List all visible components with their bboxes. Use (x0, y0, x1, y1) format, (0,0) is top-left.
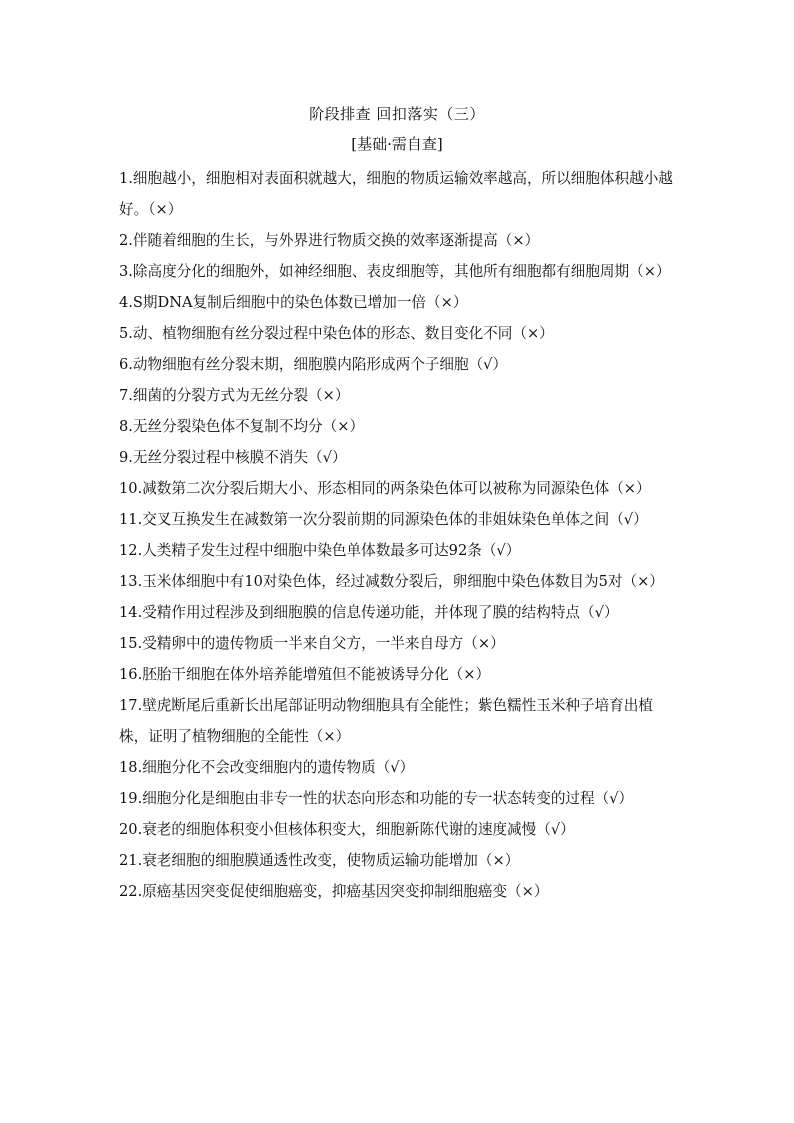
list-item: 1.细胞越小，细胞相对表面积就越大，细胞的物质运输效率越高，所以细胞体积越小越好。（×） (119, 170, 673, 218)
list-item: 15.受精卵中的遗传物质一半来自父方，一半来自母方（×） (119, 635, 505, 652)
list-item: 8.无丝分裂染色体不复制不均分（×） (119, 418, 365, 435)
question-list (119, 163, 679, 907)
list-item: 12.人类精子发生过程中细胞中染色单体数最多可达92条（√） (119, 542, 521, 559)
list-item: 5.动、植物细胞有丝分裂过程中染色体的形态、数目变化不同（×） (119, 325, 554, 342)
list-item: 20.衰老的细胞体积变小但核体积变大，细胞新陈代谢的速度减慢（√） (119, 821, 575, 838)
list-item: 3.除高度分化的细胞外，如神经细胞、表皮细胞等，其他所有细胞都有细胞周期（×） (119, 263, 671, 280)
list-item: 6.动物细胞有丝分裂末期，细胞膜内陷形成两个子细胞（√） (119, 356, 508, 373)
list-item: 7.细菌的分裂方式为无丝分裂（×） (119, 387, 350, 404)
page-title: 阶段排查 回扣落实（三） (309, 105, 485, 123)
list-item: 21.衰老细胞的细胞膜通透性改变，使物质运输功能增加（×） (119, 852, 520, 869)
list-item: 22.原癌基因突变促使细胞癌变，抑癌基因突变抑制细胞癌变（×） (119, 883, 549, 900)
list-item: 16.胚胎干细胞在体外培养能增殖但不能被诱导分化（×） (119, 666, 491, 683)
list-item: 9.无丝分裂过程中核膜不消失（√） (119, 449, 347, 466)
list-item: 11.交叉互换发生在减数第一次分裂前期的同源染色体的非姐妹染色单体之间（√） (119, 511, 648, 528)
list-item: 4.S期DNA复制后细胞中的染色体数已增加一倍（×） (119, 294, 468, 311)
list-item: 10.减数第二次分裂后期大小、形态相同的两条染色体可以被称为同源染色体（×） (119, 480, 651, 497)
list-item: 17.壁虎断尾后重新长出尾部证明动物细胞具有全能性；紫色糯性玉米种子培育出植株，证明了植物细胞的全能性（×） (119, 697, 653, 745)
list-item: 14.受精作用过程涉及到细胞膜的信息传递功能，并体现了膜的结构特点（√） (119, 604, 619, 621)
list-item: 13.玉米体细胞中有10对染色体，经过减数分裂后，卵细胞中染色体数目为5对（×） (119, 573, 664, 590)
section-subtitle: [基础·需自查] (351, 135, 443, 153)
list-item: 18.细胞分化不会改变细胞内的遗传物质（√） (119, 759, 415, 776)
list-item: 19.细胞分化是细胞由非专一性的状态向形态和功能的专一状态转变的过程（√） (119, 790, 634, 807)
list-item: 2.伴随着细胞的生长，与外界进行物质交换的效率逐渐提高（×） (119, 232, 540, 249)
